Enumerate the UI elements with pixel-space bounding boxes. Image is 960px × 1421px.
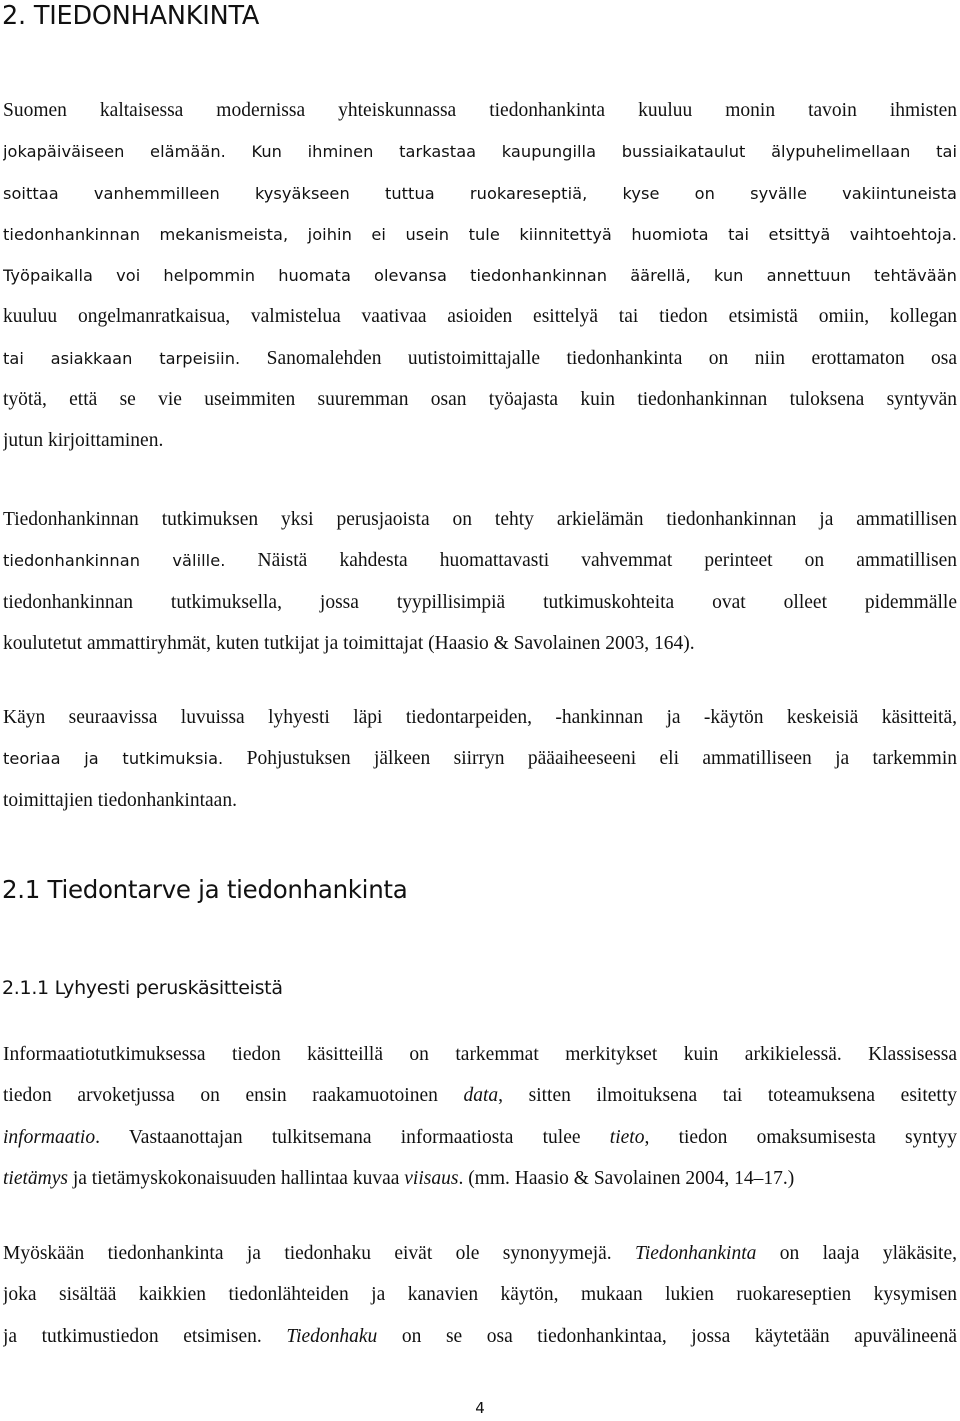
paragraph-intro [3,90,957,462]
text-line [3,540,957,581]
text-line: koulutetut ammattiryhmät, kuten tutkijat ja toimittajat (Haasio & Savolainen 2003, 164). [3,632,695,654]
text-span: Sanomalehden uutistoimittajalle tiedonhankinta on niin erottamaton osa [240,347,957,369]
text-line: työtä, että se vie useimmiten suuremman osan työajasta kuin tiedonhankinnan tuloksena syntyvän [3,389,957,411]
italic-term: tietämys [3,1167,68,1189]
text-span: Myöskään tiedonhankinta ja tiedonhaku eivät ole synonyymejä. [3,1243,636,1264]
italic-term: data [463,1085,499,1107]
text-line [3,131,957,172]
text-span: Näistä kahdesta huomattavasti vahvemmat perinteet on ammatillisen [225,550,957,572]
italic-term: tieto [609,1126,645,1148]
page-number: 4 [475,1399,485,1417]
text-line [3,1233,957,1274]
paragraph-research-division [3,499,957,664]
paragraph-chapter-overview [3,697,957,821]
text-line: Suomen kaltaisessa modernissa yhteiskunnassa tiedonhankinta kuuluu monin tavoin ihmisten [3,100,957,121]
italic-term: Tiedonhankinta [635,1243,757,1264]
text-line: joka sisältää kaikkien tiedonlähteiden ja kanavien käytön, mukaan lukien ruokareseptien kysymisen [3,1284,957,1306]
text-span: teoriaa ja tutkimuksia. [3,749,224,769]
text-span: ja tutkimustiedon etsimisen. [3,1325,287,1347]
chapter-title: 2. TIEDONHANKINTA [2,1,260,31]
text-line: Tiedonhankinnan tutkimuksen yksi perusjaoista on tehty arkielämän tiedonhankinnan ja ammatillisen [3,509,957,530]
text-span: on se osa tiedonhankintaa, jossa käytetään apuvälineenä [377,1325,957,1347]
subsection-heading: 2.1.1 Lyhyesti peruskäsitteistä [2,977,283,999]
text-line [3,1158,957,1199]
text-line: Työpaikalla voi helpommin huomata olevansa tiedonhankinnan äärellä, kun annettuun tehtävään [3,266,957,286]
italic-term: Tiedonhaku [286,1325,378,1347]
text-line: soittaa vanhemmilleen kysyäkseen tuttua ruokareseptiä, kyse on syvälle vakiintuneista [3,183,957,203]
text-span: . Vastaanottajan tulkitsemana informaatiosta tulee [95,1126,610,1148]
text-line [3,1075,957,1116]
text-line: jutun kirjoittaminen. [3,430,164,452]
italic-term: viisaus [404,1167,459,1189]
text-line [3,338,957,379]
section-heading: 2.1 Tiedontarve ja tiedonhankinta [2,875,408,904]
text-line: Käyn seuraavissa luvuissa lyhyesti läpi tiedontarpeiden, -hankinnan ja -käytön keskeisiä käsitteitä, [3,707,957,728]
text-line [3,738,957,779]
text-line: tiedonhankinnan mekanismeista, joihin ei usein tule kiinnitettyä huomiota tai etsittyä vaihtoehtoja. [3,224,957,244]
text-line: kuuluu ongelmanratkaisua, valmistelua vaativaa asioiden esittelyä tai tiedon etsimistä omiin, kollegan [3,306,957,328]
paragraph-basic-concepts [3,1034,957,1199]
text-line: Informaatiotutkimuksessa tiedon käsitteillä on tarkemmat merkitykset kuin arkikielessä. Klassisessa [3,1044,957,1065]
text-line [3,1316,957,1357]
text-span: jokapäiväiseen elämään. [3,142,226,162]
text-span: Pohjustuksen jälkeen siirryn pääaiheeseeni eli ammatilliseen ja tarkemmin [223,748,957,770]
text-line [3,1117,957,1158]
text-span: Kun ihminen tarkastaa kaupungilla bussiaikataulut älypuhelimellaan tai [225,142,957,162]
text-span: tai asiakkaan tarpeisiin. [3,348,241,368]
text-span: . (mm. Haasio & Savolainen 2004, 14–17.) [458,1167,795,1189]
text-span: , tiedon omaksumisesta syntyy [644,1126,957,1148]
paragraph-search-vs-seeking [3,1233,957,1357]
italic-term: informaatio [3,1126,96,1148]
text-line: toimittajien tiedonhankintaan. [3,789,237,811]
text-span: ja tietämyskokonaisuuden hallintaa kuvaa [67,1167,405,1189]
text-span: tiedon arvoketjussa on ensin raakamuotoinen [3,1085,464,1107]
text-span: on laaja yläkäsite, [756,1243,957,1264]
text-span: tiedonhankinnan välille. [3,551,226,571]
text-span: , sitten ilmoituksena tai toteamuksena esitetty [498,1085,957,1107]
text-line: tiedonhankinnan tutkimuksella, jossa tyypillisimpiä tutkimuskohteita ovat olleet pidemmälle [3,591,957,613]
